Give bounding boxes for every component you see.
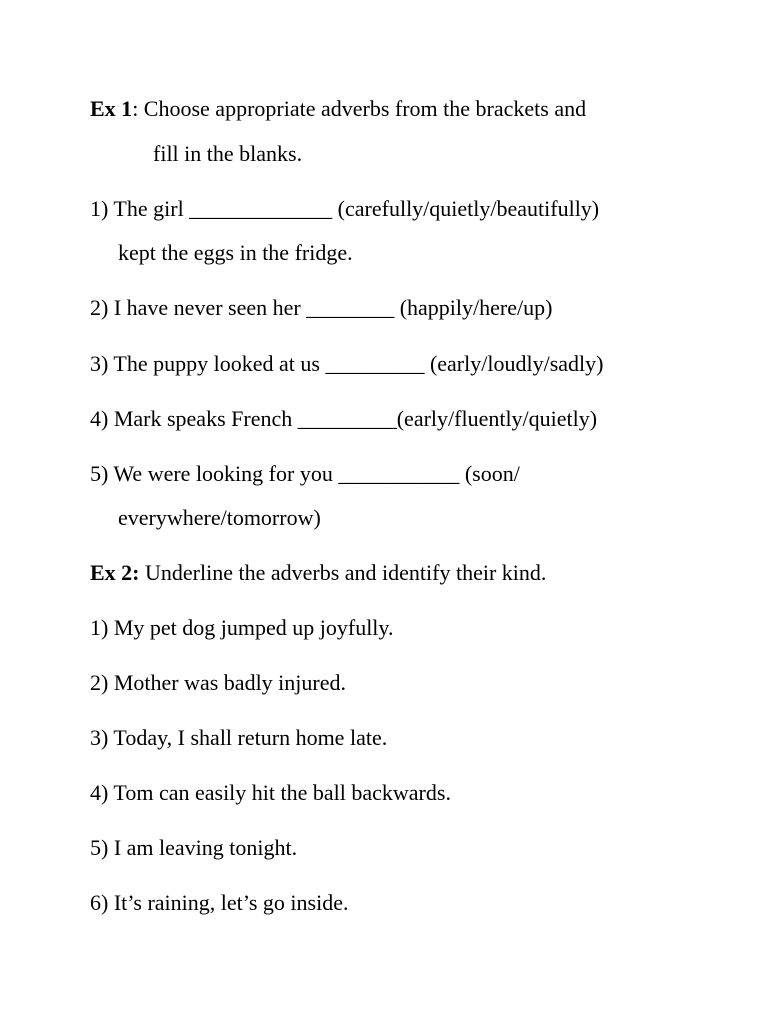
ex2-item-1: 1) My pet dog jumped up joyfully. [90, 615, 394, 640]
ex1-item-5: 5) We were looking for you ___________ (soon/ [90, 461, 520, 486]
ex1-instruction-continued: fill in the blanks. [153, 141, 303, 166]
ex1-instruction: : Choose appropriate adverbs from the brackets and [132, 96, 587, 121]
ex1-item-2: 2) I have never seen her ________ (happily/here/up) [90, 295, 553, 320]
ex2-instruction: Underline the adverbs and identify their kind. [139, 560, 547, 585]
ex1-item-4: 4) Mark speaks French _________(early/fluently/quietly) [90, 406, 598, 431]
ex2-item-4: 4) Tom can easily hit the ball backwards. [90, 780, 451, 805]
ex2-item-5: 5) I am leaving tonight. [90, 835, 298, 860]
ex1-heading [90, 96, 586, 122]
ex1-item-1-continued: kept the eggs in the fridge. [118, 240, 353, 265]
ex1-item-3: 3) The puppy looked at us _________ (early/loudly/sadly) [90, 351, 604, 376]
ex1-item-5-continued: everywhere/tomorrow) [118, 505, 321, 530]
ex2-item-3: 3) Today, I shall return home late. [90, 725, 388, 750]
ex1-label: Ex 1 [90, 96, 133, 121]
ex2-heading [90, 560, 546, 586]
ex1-item-1: 1) The girl _____________ (carefully/quietly/beautifully) [90, 196, 600, 221]
ex2-item-6: 6) It’s raining, let’s go inside. [90, 890, 349, 915]
ex2-item-2: 2) Mother was badly injured. [90, 670, 346, 695]
ex2-label: Ex 2: [90, 560, 140, 585]
